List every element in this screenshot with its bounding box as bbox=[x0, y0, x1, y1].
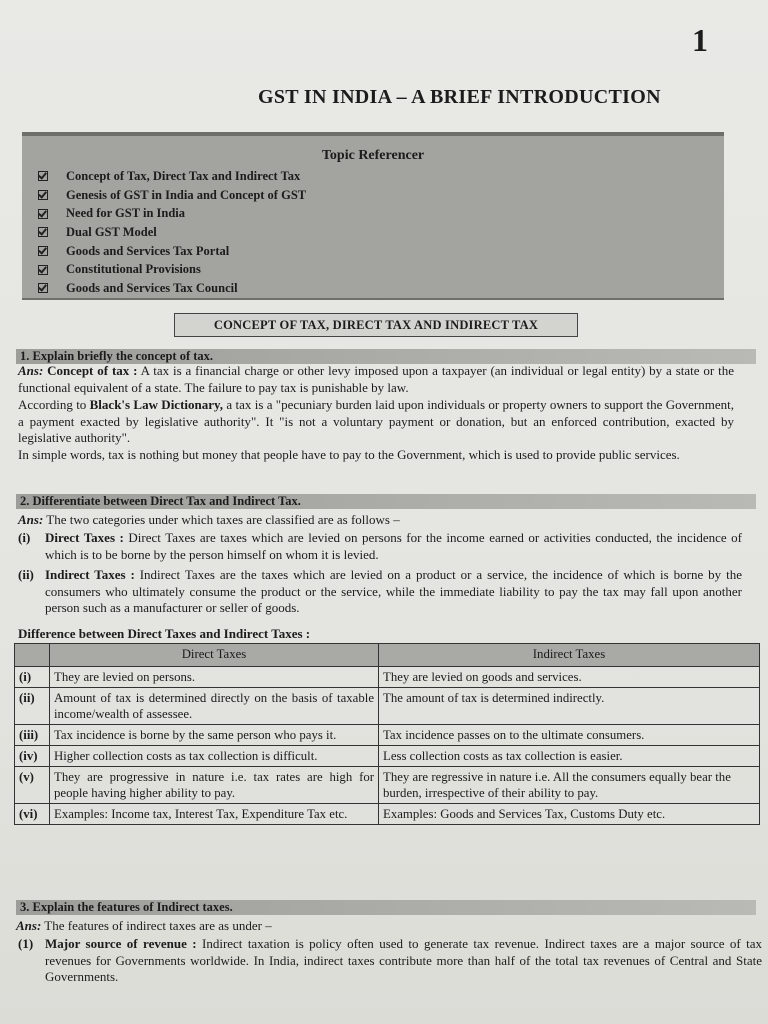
question-2-heading: 2. Differentiate between Direct Tax and Indirect Tax. bbox=[16, 494, 756, 509]
answer-label: Ans: bbox=[18, 512, 44, 527]
indirect-cell: The amount of tax is determined indirectly. bbox=[379, 688, 760, 725]
question-1-heading: 1. Explain briefly the concept of tax. bbox=[16, 349, 756, 364]
checked-box-icon bbox=[38, 246, 48, 256]
answer-2-item-direct bbox=[18, 530, 742, 563]
topic-referencer-box bbox=[22, 132, 724, 300]
answer-3-item-1 bbox=[18, 936, 762, 986]
indirect-cell: Less collection costs as tax collection is easier. bbox=[379, 746, 760, 767]
topic-item bbox=[38, 204, 306, 223]
chapter-title: GST IN INDIA – A BRIEF INTRODUCTION bbox=[258, 86, 661, 108]
indirect-cell: They are levied on goods and services. bbox=[379, 667, 760, 688]
difference-table bbox=[14, 643, 760, 825]
table-row bbox=[15, 746, 760, 767]
direct-cell: Tax incidence is borne by the same person who pays it. bbox=[50, 725, 379, 746]
blacks-law-dictionary: Black's Law Dictionary, bbox=[89, 397, 224, 412]
topic-item-label: Need for GST in India bbox=[66, 206, 186, 221]
section-banner: CONCEPT OF TAX, DIRECT TAX AND INDIRECT TAX bbox=[174, 313, 578, 337]
answer-2-item-indirect bbox=[18, 567, 742, 617]
topic-item-label: Goods and Services Tax Council bbox=[66, 280, 238, 295]
table-header-blank bbox=[15, 644, 50, 667]
row-number: (vi) bbox=[15, 804, 50, 825]
answer-3-text: The features of indirect taxes are as under – bbox=[41, 918, 272, 933]
item-term: Major source of revenue : bbox=[45, 936, 197, 951]
topic-item-label: Genesis of GST in India and Concept of GST bbox=[66, 187, 307, 202]
topic-item bbox=[38, 260, 306, 279]
direct-cell: Higher collection costs as tax collection is difficult. bbox=[50, 746, 379, 767]
topic-item-label: Dual GST Model bbox=[66, 224, 157, 239]
direct-cell: Amount of tax is determined directly on the basis of taxable income/wealth of assessee. bbox=[50, 688, 379, 725]
item-number: (1) bbox=[18, 936, 34, 951]
topic-item-label: Goods and Services Tax Portal bbox=[66, 243, 230, 258]
table-row bbox=[15, 688, 760, 725]
direct-cell: They are levied on persons. bbox=[50, 667, 379, 688]
table-row bbox=[15, 667, 760, 688]
item-text: Direct Taxes are taxes which are levied on persons for the income earned or activities conducted, the incidence of which is to be borne by the person himself on whom it is levied. bbox=[45, 530, 742, 562]
answer-1-text: A tax is a financial charge or other levy imposed upon a taxpayer (an individual or legal entity) by a state or the functional equivalent of a state. The failure to pay tax is punishable by law. bbox=[18, 363, 734, 395]
topic-referencer-heading: Topic Referencer bbox=[321, 148, 425, 163]
answer-1-para-1 bbox=[18, 363, 734, 396]
answer-1-para-3: In simple words, tax is nothing but money that people have to pay to the Government, which is used to provide public services. bbox=[18, 447, 680, 462]
direct-cell: They are progressive in nature i.e. tax rates are high for people having higher ability to pay. bbox=[50, 767, 379, 804]
row-number: (v) bbox=[15, 767, 50, 804]
table-header-direct: Direct Taxes bbox=[50, 644, 379, 667]
answer-1-term: Concept of tax : bbox=[43, 363, 138, 378]
answer-1-para-2 bbox=[18, 397, 734, 447]
answer-label: Ans: bbox=[18, 363, 44, 378]
table-row bbox=[15, 725, 760, 746]
item-number: (i) bbox=[18, 530, 31, 545]
checked-box-icon bbox=[38, 190, 48, 200]
topic-list bbox=[38, 167, 306, 298]
indirect-cell: Tax incidence passes on to the ultimate consumers. bbox=[379, 725, 760, 746]
table-header-row bbox=[15, 644, 760, 667]
row-number: (i) bbox=[15, 667, 50, 688]
checked-box-icon bbox=[38, 209, 48, 219]
item-text: Indirect taxation is policy often used to generate tax revenue. Indirect taxes are a major source of tax revenues for Governments worldwide. In India, indirect taxes contribute more than half of the total tax revenues of Central and State Governments. bbox=[45, 936, 763, 985]
table-header-indirect: Indirect Taxes bbox=[379, 644, 760, 667]
item-number: (ii) bbox=[18, 567, 34, 582]
checked-box-icon bbox=[38, 171, 48, 181]
table-caption: Difference between Direct Taxes and Indirect Taxes : bbox=[18, 626, 311, 641]
answer-2-intro bbox=[18, 512, 734, 529]
checked-box-icon bbox=[38, 283, 48, 293]
topic-item-label: Concept of Tax, Direct Tax and Indirect Tax bbox=[66, 168, 301, 183]
checked-box-icon bbox=[38, 227, 48, 237]
row-number: (iv) bbox=[15, 746, 50, 767]
item-term: Indirect Taxes : bbox=[45, 567, 135, 582]
row-number: (iii) bbox=[15, 725, 50, 746]
topic-item-label: Constitutional Provisions bbox=[66, 262, 201, 277]
answer-2-text: The two categories under which taxes are classified are as follows – bbox=[43, 512, 400, 527]
chapter-number: 1 bbox=[692, 22, 708, 58]
topic-item bbox=[38, 186, 306, 205]
row-number: (ii) bbox=[15, 688, 50, 725]
topic-item bbox=[38, 223, 306, 242]
question-3-heading: 3. Explain the features of Indirect taxes. bbox=[16, 900, 756, 915]
answer-1-para-2-rest: a tax is a "pecuniary burden laid upon individuals or property owners to support the Government, a payment exacted by legislative authority". It "is not a voluntary payment or donation, but an enforced contribution, exacted by legislative authority". bbox=[18, 397, 734, 446]
topic-item bbox=[38, 279, 306, 298]
answer-1-para-2-start: According to bbox=[18, 397, 90, 412]
table-row bbox=[15, 767, 760, 804]
item-text: Indirect Taxes are the taxes which are levied on a product or a service, the incidence of which is borne by the consumers who ultimately consume the product or the service, while the immediate liability to pay the tax may fall upon another person such as a manufacturer or seller of goods. bbox=[45, 567, 742, 616]
topic-item bbox=[38, 167, 306, 186]
answer-label: Ans: bbox=[16, 918, 42, 933]
topic-item bbox=[38, 242, 306, 261]
answer-3-intro bbox=[16, 918, 760, 935]
direct-cell: Examples: Income tax, Interest Tax, Expenditure Tax etc. bbox=[50, 804, 379, 825]
checked-box-icon bbox=[38, 265, 48, 275]
item-term: Direct Taxes : bbox=[45, 530, 124, 545]
indirect-cell: Examples: Goods and Services Tax, Customs Duty etc. bbox=[379, 804, 760, 825]
table-row bbox=[15, 804, 760, 825]
indirect-cell: They are regressive in nature i.e. All the consumers equally bear the burden, irrespective of their ability to pay. bbox=[379, 767, 760, 804]
